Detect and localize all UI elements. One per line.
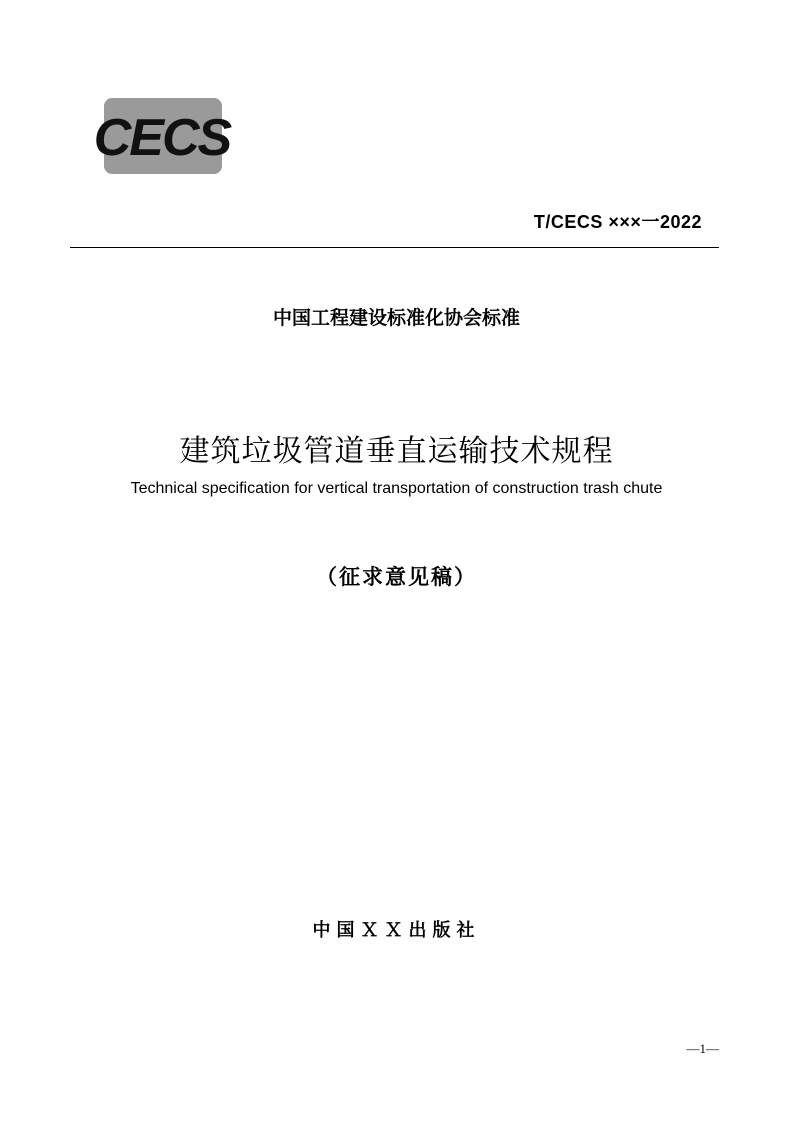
publisher-name: 中国ＸＸ出版社 bbox=[312, 920, 481, 941]
draft-status-label: （征求意见稿） bbox=[316, 565, 477, 589]
page-number: —1— bbox=[686, 1041, 719, 1056]
cecs-logo bbox=[86, 97, 238, 175]
association-name: 中国工程建设标准化协会标准 bbox=[272, 307, 520, 329]
logo-text: CECS bbox=[93, 109, 231, 167]
header-divider bbox=[70, 247, 719, 248]
document-title-chinese: 建筑垃圾管道垂直运输技术规程 bbox=[179, 434, 614, 469]
standard-number: T/CECS ×××一2022 bbox=[533, 212, 702, 232]
document-title-english: Technical specification for vertical transportation of construction trash chute bbox=[130, 480, 663, 497]
